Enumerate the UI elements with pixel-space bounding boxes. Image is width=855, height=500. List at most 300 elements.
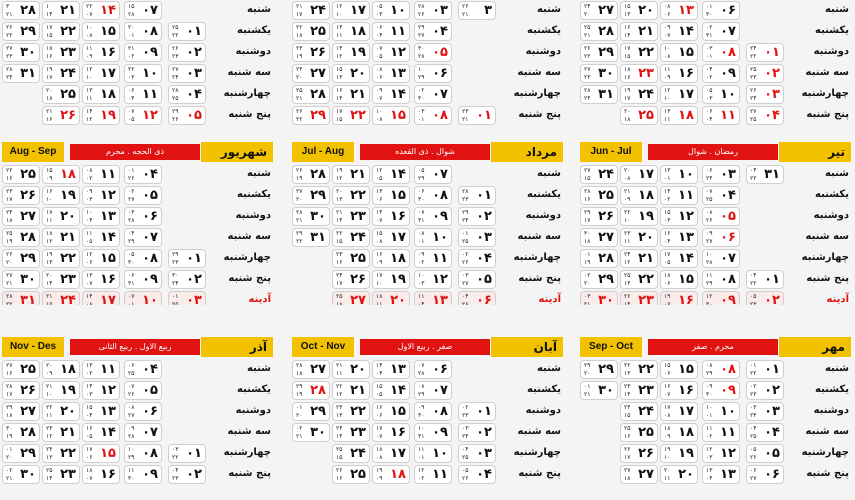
date-cell bbox=[332, 465, 370, 484]
gregorian-day-number: ۱۵ bbox=[584, 175, 591, 182]
date-cell bbox=[620, 1, 658, 20]
gregorian-day-number: ۰۱ bbox=[418, 116, 425, 123]
week-row bbox=[578, 227, 853, 248]
persian-day-number: ۱۶ bbox=[678, 293, 694, 305]
hijri-day-number: ۰۲ bbox=[584, 272, 591, 279]
week-row bbox=[0, 269, 275, 290]
hijri-day-number: ۱۶ bbox=[86, 425, 93, 432]
date-cell bbox=[580, 381, 618, 400]
date-cell bbox=[580, 165, 618, 184]
gregorian-day-number: ۲۹ bbox=[418, 175, 425, 182]
hijri-day-number: ۱۶ bbox=[376, 404, 383, 411]
date-cell bbox=[42, 360, 80, 379]
persian-day-number: ۱۴ bbox=[390, 383, 406, 398]
persian-day-number: ۱۹ bbox=[60, 383, 76, 398]
persian-day-number: ۰۲ bbox=[476, 209, 492, 224]
weekday-label: شنبه bbox=[246, 4, 271, 15]
date-cell bbox=[414, 228, 452, 247]
hijri-day-number: ۱۲ bbox=[86, 251, 93, 258]
persian-day-number: ۲۳ bbox=[60, 467, 76, 482]
weekday-label: شنبه bbox=[536, 363, 561, 374]
gregorian-day-number: ۱۳ bbox=[624, 11, 631, 18]
persian-day-number: ۱۷ bbox=[678, 87, 694, 102]
persian-day-number: ۲۵ bbox=[598, 188, 614, 203]
persian-day-number: ۳۱ bbox=[764, 167, 780, 182]
date-cell bbox=[620, 402, 658, 421]
hijri-day-number: ۰۶ bbox=[418, 188, 425, 195]
hijri-day-number: ۲۹ bbox=[172, 108, 179, 115]
hijri-month-label: ربیع الاول . ربیع الثانی bbox=[70, 339, 200, 355]
hijri-day-number: ۲۲ bbox=[6, 167, 13, 174]
hijri-day-number: ۰۳ bbox=[418, 108, 425, 115]
persian-day-number: ۳۰ bbox=[20, 467, 36, 482]
date-cell bbox=[458, 186, 496, 205]
date-cell bbox=[458, 1, 496, 20]
persian-day-number: ۲۳ bbox=[638, 293, 654, 305]
date-cell bbox=[414, 249, 452, 268]
weekday-label: چهارشنبه bbox=[801, 447, 849, 458]
hijri-day-number: ۱۲ bbox=[418, 467, 425, 474]
persian-day-number: ۱۱ bbox=[678, 188, 694, 203]
gregorian-day-number: ۱۷ bbox=[6, 196, 13, 203]
date-cell bbox=[124, 423, 162, 442]
gregorian-day-number: ۲۲ bbox=[296, 116, 303, 123]
month-header bbox=[580, 142, 851, 162]
persian-day-number: ۲۰ bbox=[60, 209, 76, 224]
persian-day-number: ۳۰ bbox=[20, 272, 36, 287]
gregorian-day-number: ۰۴ bbox=[86, 217, 93, 224]
date-cell bbox=[372, 270, 410, 289]
gregorian-day-number: ۰۶ bbox=[86, 454, 93, 461]
gregorian-day-number: ۰۲ bbox=[706, 74, 713, 81]
hijri-day-number: ۱۱ bbox=[128, 467, 135, 474]
weekday-label: چهارشنبه bbox=[801, 252, 849, 263]
gregorian-day-number: ۰۵ bbox=[664, 259, 671, 266]
hijri-day-number: ۱۴ bbox=[86, 383, 93, 390]
gregorian-day-number: ۰۴ bbox=[706, 475, 713, 482]
date-cell bbox=[292, 165, 330, 184]
weekday-label: سه شنبه bbox=[227, 231, 271, 242]
hijri-day-number: ۲۱ bbox=[296, 3, 303, 10]
persian-day-number: ۲۳ bbox=[60, 45, 76, 60]
date-cell bbox=[2, 381, 40, 400]
date-cell bbox=[620, 106, 658, 125]
date-cell bbox=[620, 228, 658, 247]
persian-day-number: ۰۱ bbox=[476, 108, 492, 123]
gregorian-day-number: ۰۳ bbox=[128, 74, 135, 81]
persian-day-number: ۳۰ bbox=[598, 293, 614, 305]
persian-day-number: ۱۲ bbox=[100, 188, 116, 203]
persian-day-number: ۰۱ bbox=[186, 251, 202, 266]
week-row bbox=[0, 0, 275, 21]
date-cell bbox=[372, 64, 410, 83]
persian-day-number: ۱۶ bbox=[678, 66, 694, 81]
hijri-day-number: ۱۱ bbox=[418, 293, 425, 300]
month-header bbox=[292, 142, 563, 162]
weekday-label: پنج شنبه bbox=[806, 468, 849, 479]
date-cell bbox=[82, 360, 120, 379]
hijri-day-number: ۰۷ bbox=[706, 188, 713, 195]
hijri-day-number: ۲۲ bbox=[296, 24, 303, 31]
date-cell bbox=[332, 64, 370, 83]
hijri-day-number: ۲۹ bbox=[584, 209, 591, 216]
gregorian-day-number: ۲۸ bbox=[418, 370, 425, 377]
hijri-day-number: ۱۳ bbox=[664, 108, 671, 115]
persian-day-number: ۱۸ bbox=[638, 188, 654, 203]
gregorian-day-number: ۰۷ bbox=[376, 95, 383, 102]
date-cell bbox=[702, 186, 740, 205]
persian-day-number: ۱۲ bbox=[390, 45, 406, 60]
weekday-label: سه شنبه bbox=[517, 231, 561, 242]
persian-day-number: ۲۳ bbox=[350, 425, 366, 440]
persian-day-number: ۱۲ bbox=[678, 209, 694, 224]
weekday-label: یکشنبه bbox=[237, 25, 271, 36]
date-cell bbox=[42, 465, 80, 484]
persian-day-number: ۳۱ bbox=[310, 230, 326, 245]
gregorian-day-number: ۲۹ bbox=[128, 238, 135, 245]
week-row bbox=[578, 164, 853, 185]
hijri-day-number: ۲۸ bbox=[6, 66, 13, 73]
hijri-day-number: ۲۴ bbox=[6, 209, 13, 216]
gregorian-day-number: ۱۸ bbox=[6, 412, 13, 419]
date-cell bbox=[580, 207, 618, 226]
gregorian-day-number: ۲۷ bbox=[128, 196, 135, 203]
month-header bbox=[292, 337, 563, 357]
weekday-label: چهارشنبه bbox=[223, 447, 271, 458]
hijri-day-number: ۰۶ bbox=[706, 108, 713, 115]
hijri-day-number: ۰۸ bbox=[418, 230, 425, 237]
gregorian-day-number: ۱۱ bbox=[336, 370, 343, 377]
gregorian-day-number: ۲۸ bbox=[706, 259, 713, 266]
gregorian-day-number: ۱۶ bbox=[624, 74, 631, 81]
gregorian-day-number: ۳۰ bbox=[418, 196, 425, 203]
gregorian-day-number: ۲۷ bbox=[418, 32, 425, 39]
persian-day-number: ۰۴ bbox=[720, 188, 736, 203]
gregorian-day-number: ۱۱ bbox=[624, 238, 631, 245]
persian-day-number: ۲۶ bbox=[638, 446, 654, 461]
persian-day-number: ۰۲ bbox=[764, 66, 780, 81]
gregorian-day-number: ۱۹ bbox=[296, 53, 303, 60]
hijri-day-number: ۲۵ bbox=[6, 230, 13, 237]
hijri-day-number: ۲۵ bbox=[750, 66, 757, 73]
persian-day-number: ۲۰ bbox=[678, 467, 694, 482]
persian-day-number: ۱۳ bbox=[390, 66, 406, 81]
hijri-day-number: ۰۶ bbox=[376, 24, 383, 31]
gregorian-day-number: ۰۲ bbox=[706, 433, 713, 440]
hijri-day-number: ۱۸ bbox=[664, 425, 671, 432]
weekday-label: پنج شنبه bbox=[806, 109, 849, 120]
gregorian-day-number: ۱۲ bbox=[46, 433, 53, 440]
week-row bbox=[578, 422, 853, 443]
gregorian-day-number: ۱۸ bbox=[296, 32, 303, 39]
hijri-day-number: ۲۹ bbox=[462, 209, 469, 216]
date-cell bbox=[42, 444, 80, 463]
persian-day-number: ۰۱ bbox=[764, 272, 780, 287]
gregorian-day-number: ۱۶ bbox=[584, 196, 591, 203]
gregorian-day-number: ۱۱ bbox=[46, 412, 53, 419]
persian-day-number: ۲۷ bbox=[598, 3, 614, 18]
gregorian-day-number: ۱۰ bbox=[664, 454, 671, 461]
hijri-day-number: ۲۷ bbox=[6, 272, 13, 279]
persian-day-number: ۲۳ bbox=[638, 383, 654, 398]
date-cell bbox=[620, 165, 658, 184]
gregorian-day-number: ۰۸ bbox=[376, 116, 383, 123]
hijri-day-number: ۲۸ bbox=[584, 87, 591, 94]
date-cell bbox=[746, 85, 784, 104]
gregorian-day-number: ۰۹ bbox=[376, 259, 383, 266]
persian-day-number: ۰۴ bbox=[142, 362, 158, 377]
month-panel-r1c1 bbox=[290, 140, 565, 305]
persian-day-number: ۰۷ bbox=[720, 251, 736, 266]
persian-day-number: ۱۰ bbox=[432, 446, 448, 461]
gregorian-day-number: ۱۵ bbox=[336, 116, 343, 123]
week-row bbox=[290, 105, 565, 126]
persian-day-number: ۲۱ bbox=[638, 24, 654, 39]
gregorian-day-number: ۱۱ bbox=[46, 217, 53, 224]
gregorian-day-number: ۱۷ bbox=[46, 74, 53, 81]
date-cell bbox=[124, 1, 162, 20]
hijri-day-number: ۱۹ bbox=[664, 293, 671, 300]
persian-day-number: ۲۸ bbox=[310, 167, 326, 182]
date-cell bbox=[660, 360, 698, 379]
date-cell bbox=[168, 106, 206, 125]
persian-day-number: ۱۸ bbox=[60, 167, 76, 182]
persian-day-number: ۰۱ bbox=[186, 24, 202, 39]
hijri-month-label: شوال . ذی القعده bbox=[360, 144, 490, 160]
hijri-day-number: ۲۹ bbox=[584, 362, 591, 369]
persian-day-number: ۳۰ bbox=[310, 209, 326, 224]
gregorian-day-number: ۲۵ bbox=[750, 116, 757, 123]
gregorian-day-number: ۰۲ bbox=[86, 175, 93, 182]
hijri-day-number: ۰۳ bbox=[128, 209, 135, 216]
week-row bbox=[0, 401, 275, 422]
date-cell bbox=[168, 22, 206, 41]
gregorian-day-number: ۱۴ bbox=[46, 11, 53, 18]
week-row bbox=[578, 0, 853, 21]
date-cell bbox=[372, 381, 410, 400]
weekday-label: پنج شنبه bbox=[228, 109, 271, 120]
persian-day-number: ۰۸ bbox=[432, 404, 448, 419]
hijri-day-number: ۱۳ bbox=[336, 24, 343, 31]
persian-day-number: ۲۲ bbox=[638, 45, 654, 60]
hijri-day-number: ۰۳ bbox=[462, 272, 469, 279]
persian-day-number: ۲۷ bbox=[310, 362, 326, 377]
gregorian-day-number: ۲۶ bbox=[750, 454, 757, 461]
hijri-day-number: ۰۱ bbox=[462, 230, 469, 237]
date-cell bbox=[2, 291, 40, 305]
gregorian-day-number: ۰۳ bbox=[418, 280, 425, 287]
hijri-day-number: ۰۱ bbox=[296, 404, 303, 411]
hijri-day-number: ۰۹ bbox=[706, 383, 713, 390]
gregorian-day-number: ۲۵ bbox=[706, 196, 713, 203]
date-cell bbox=[414, 22, 452, 41]
gregorian-day-number: ۲۴ bbox=[462, 217, 469, 224]
date-cell bbox=[124, 381, 162, 400]
date-cell bbox=[124, 64, 162, 83]
gregorian-day-number: ۲۶ bbox=[172, 116, 179, 123]
weekday-label: دوشنبه bbox=[813, 405, 849, 416]
gregorian-day-number: ۱۸ bbox=[624, 116, 631, 123]
hijri-day-number: ۰۹ bbox=[664, 24, 671, 31]
date-cell bbox=[292, 402, 330, 421]
persian-day-number: ۰۵ bbox=[432, 45, 448, 60]
persian-day-number: ۲۳ bbox=[350, 209, 366, 224]
week-row bbox=[578, 269, 853, 290]
gregorian-day-number: ۲۱ bbox=[584, 301, 591, 305]
gregorian-day-number: ۱۷ bbox=[624, 454, 631, 461]
gregorian-day-number: ۰۲ bbox=[664, 196, 671, 203]
persian-day-number: ۲۰ bbox=[390, 293, 406, 305]
gregorian-day-number: ۱۶ bbox=[336, 259, 343, 266]
date-cell bbox=[414, 64, 452, 83]
gregorian-day-number: ۰۷ bbox=[86, 280, 93, 287]
persian-day-number: ۲۴ bbox=[638, 87, 654, 102]
date-cell bbox=[580, 270, 618, 289]
hijri-day-number: ۲۴ bbox=[336, 272, 343, 279]
hijri-day-number: ۲۷ bbox=[624, 467, 631, 474]
gregorian-day-number: ۱۴ bbox=[624, 391, 631, 398]
hijri-day-number: ۱۱ bbox=[664, 66, 671, 73]
hijri-day-number: ۱۵ bbox=[336, 66, 343, 73]
date-cell bbox=[414, 402, 452, 421]
persian-day-number: ۳ bbox=[484, 3, 492, 18]
hijri-day-number: ۱۳ bbox=[376, 188, 383, 195]
gregorian-day-number: ۰۵ bbox=[128, 116, 135, 123]
gregorian-day-number: ۰۸ bbox=[86, 32, 93, 39]
week-row bbox=[290, 21, 565, 42]
persian-day-number: ۲۴ bbox=[598, 167, 614, 182]
date-cell bbox=[702, 465, 740, 484]
date-cell bbox=[620, 207, 658, 226]
date-cell bbox=[660, 106, 698, 125]
gregorian-day-number: ۲۰ bbox=[296, 412, 303, 419]
gregorian-day-number: ۰۸ bbox=[624, 175, 631, 182]
persian-day-number: ۲۸ bbox=[310, 383, 326, 398]
weekday-label: دوشنبه bbox=[235, 405, 271, 416]
week-row bbox=[578, 248, 853, 269]
persian-day-number: ۳۰ bbox=[310, 425, 326, 440]
date-cell bbox=[2, 228, 40, 247]
date-cell bbox=[82, 43, 120, 62]
gregorian-day-number: ۱۳ bbox=[46, 259, 53, 266]
gregorian-day-number: ۱۶ bbox=[6, 370, 13, 377]
gregorian-day-number: ۱۳ bbox=[336, 196, 343, 203]
gregorian-day-number: ۰۴ bbox=[418, 301, 425, 305]
persian-day-number: ۲۷ bbox=[20, 404, 36, 419]
hijri-day-number: ۲۶ bbox=[296, 167, 303, 174]
hijri-day-number: ۱۶ bbox=[46, 188, 53, 195]
week-row bbox=[290, 359, 565, 380]
hijri-day-number: ۰۶ bbox=[128, 272, 135, 279]
date-cell bbox=[372, 228, 410, 247]
persian-day-number: ۰۹ bbox=[720, 293, 736, 305]
weekday-label: یکشنبه bbox=[527, 384, 561, 395]
gregorian-day-number: ۰۵ bbox=[86, 238, 93, 245]
persian-day-number: ۱۰ bbox=[142, 293, 158, 305]
persian-day-number: ۲۹ bbox=[598, 362, 614, 377]
month-header bbox=[2, 337, 273, 357]
date-cell bbox=[292, 360, 330, 379]
gregorian-day-number: ۱۵ bbox=[336, 238, 343, 245]
gregorian-day-number: ۲۶ bbox=[418, 11, 425, 18]
persian-day-number: ۲۸ bbox=[20, 3, 36, 18]
hijri-day-number: ۱۷ bbox=[624, 45, 631, 52]
date-cell bbox=[2, 43, 40, 62]
date-cell bbox=[372, 43, 410, 62]
persian-day-number: ۱۸ bbox=[100, 87, 116, 102]
hijri-day-number: ۲۰ bbox=[128, 24, 135, 31]
gregorian-day-number: ۰۹ bbox=[46, 175, 53, 182]
hijri-day-number: ۲۸ bbox=[296, 209, 303, 216]
persian-day-number: ۱۱ bbox=[390, 24, 406, 39]
gregorian-day-number: ۲۲ bbox=[750, 370, 757, 377]
gregorian-day-number: ۰۲ bbox=[418, 475, 425, 482]
persian-day-number: ۲۲ bbox=[638, 362, 654, 377]
hijri-day-number: ۰۴ bbox=[172, 467, 179, 474]
date-cell bbox=[414, 465, 452, 484]
gregorian-day-number: ۰۸ bbox=[664, 53, 671, 60]
gregorian-day-number: ۲۴ bbox=[172, 280, 179, 287]
date-cell bbox=[2, 207, 40, 226]
persian-day-number: ۲۸ bbox=[598, 251, 614, 266]
date-cell bbox=[660, 270, 698, 289]
weekday-label: شنبه bbox=[824, 363, 849, 374]
week-row bbox=[0, 84, 275, 105]
week-row bbox=[290, 206, 565, 227]
weekday-label: پنج شنبه bbox=[806, 273, 849, 284]
hijri-day-number: ۲۰ bbox=[624, 108, 631, 115]
hijri-day-number: ۱۴ bbox=[376, 362, 383, 369]
hijri-day-number: ۳۰ bbox=[584, 230, 591, 237]
gregorian-day-number: ۱۰ bbox=[664, 95, 671, 102]
gregorian-day-number: ۰۹ bbox=[624, 196, 631, 203]
week-row bbox=[290, 401, 565, 422]
date-cell bbox=[42, 270, 80, 289]
gregorian-day-number: ۰۳ bbox=[376, 11, 383, 18]
gregorian-day-number: ۱۰ bbox=[624, 217, 631, 224]
date-cell bbox=[168, 64, 206, 83]
gregorian-day-number: ۱۸ bbox=[584, 238, 591, 245]
hijri-month-label: محرم . صفر bbox=[648, 339, 778, 355]
date-cell bbox=[42, 85, 80, 104]
date-cell bbox=[620, 291, 658, 305]
gregorian-day-number: ۰۴ bbox=[706, 116, 713, 123]
hijri-day-number: ۲۳ bbox=[336, 404, 343, 411]
date-cell bbox=[660, 249, 698, 268]
hijri-day-number: ۱۹ bbox=[376, 467, 383, 474]
week-row bbox=[0, 21, 275, 42]
date-cell bbox=[332, 85, 370, 104]
date-cell bbox=[660, 228, 698, 247]
gregorian-day-number: ۰۸ bbox=[376, 454, 383, 461]
weekday-label: پنج شنبه bbox=[518, 109, 561, 120]
date-cell bbox=[458, 402, 496, 421]
persian-day-number: ۰۱ bbox=[186, 446, 202, 461]
gregorian-day-number: ۰۳ bbox=[706, 454, 713, 461]
gregorian-day-number: ۰۳ bbox=[86, 391, 93, 398]
date-cell bbox=[82, 22, 120, 41]
gregorian-day-number: ۰۷ bbox=[376, 217, 383, 224]
gregorian-month-label: Nov - Des bbox=[2, 337, 64, 357]
persian-day-number: ۰۶ bbox=[142, 209, 158, 224]
date-cell bbox=[660, 465, 698, 484]
persian-day-number: ۱۰ bbox=[678, 167, 694, 182]
gregorian-day-number: ۱۹ bbox=[6, 238, 13, 245]
hijri-day-number: ۱۶ bbox=[664, 383, 671, 390]
hijri-day-number: ۲۴ bbox=[336, 425, 343, 432]
hijri-day-number: ۲۳ bbox=[46, 425, 53, 432]
persian-day-number: ۰۹ bbox=[720, 66, 736, 81]
